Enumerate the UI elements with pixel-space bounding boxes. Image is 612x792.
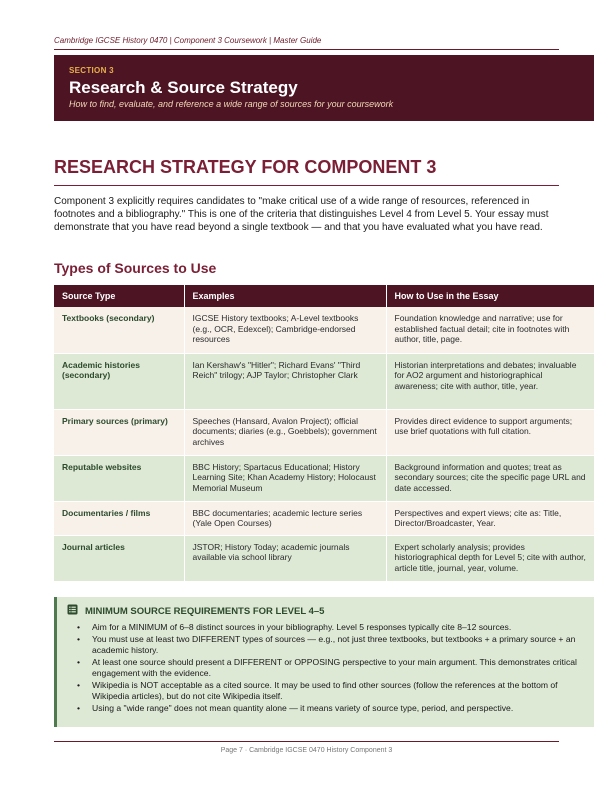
page-heading: RESEARCH STRATEGY FOR COMPONENT 3 (54, 157, 559, 186)
table-row (54, 409, 594, 455)
table-row (54, 353, 594, 409)
column-header: Source Type (54, 285, 184, 307)
usage-cell: Provides direct evidence to support arguments; use brief quotations with full citation. (386, 409, 594, 455)
table-row (54, 455, 594, 501)
table-row (54, 501, 594, 535)
table-row (54, 535, 594, 581)
running-header: Cambridge IGCSE History 0470 | Component 3 Coursework | Master Guide (54, 36, 559, 50)
source-type-cell: Reputable websites (54, 455, 184, 501)
examples-cell: BBC History; Spartacus Educational; History Learning Site; Khan Academy History; Holocaust Memorial Museum (184, 455, 386, 501)
callout-heading: MINIMUM SOURCE REQUIREMENTS FOR LEVEL 4–5 (85, 605, 325, 617)
examples-cell: IGCSE History textbooks; A-Level textbooks (e.g., OCR, Edexcel); Cambridge-endorsed resources (184, 307, 386, 353)
source-type-cell: Documentaries / films (54, 501, 184, 535)
usage-cell: Historian interpretations and debates; invaluable for AO2 argument and historiographical awareness; cite with author, title, year. (386, 353, 594, 409)
column-header: How to Use in the Essay (386, 285, 594, 307)
list-item: • Wikipedia is NOT acceptable as a cited source. It may be used to find other sources (follow the references at the bottom of Wikipedia articles), but do not cite Wikipedia itself. (67, 680, 582, 702)
section-label: SECTION 3 (69, 66, 114, 75)
table-row (54, 307, 594, 353)
section-subtitle: How to find, evaluate, and reference a wide range of sources for your coursework (69, 99, 394, 109)
source-type-cell: Primary sources (primary) (54, 409, 184, 455)
list-item: • Using a "wide range" does not mean quantity alone — it means variety of source type, period, and perspective. (67, 703, 582, 714)
examples-cell: JSTOR; History Today; academic journals available via school library (184, 535, 386, 581)
source-types-table (54, 285, 594, 582)
list-item: • Aim for a MINIMUM of 6–8 distinct sources in your bibliography. Level 5 responses typically cite 8–12 sources. (67, 622, 582, 633)
examples-cell: BBC documentaries; academic lecture series (Yale Open Courses) (184, 501, 386, 535)
usage-cell: Background information and quotes; treat as secondary sources; cite the specific page URL and date accessed. (386, 455, 594, 501)
source-type-cell: Academic histories (secondary) (54, 353, 184, 409)
examples-cell: Speeches (Hansard, Avalon Project); official documents; diaries (e.g., Goebbels); government archives (184, 409, 386, 455)
footer-divider (54, 741, 559, 742)
list-icon (67, 604, 85, 618)
usage-cell: Foundation knowledge and narrative; use for established factual detail; cite in footnotes with author, title, page. (386, 307, 594, 353)
sources-heading: Types of Sources to Use (54, 260, 217, 276)
usage-cell: Perspectives and expert views; cite as: Title, Director/Broadcaster, Year. (386, 501, 594, 535)
page-footer: Page 7 · Cambridge IGCSE 0470 History Component 3 (220, 747, 393, 754)
source-type-cell: Journal articles (54, 535, 184, 581)
column-header: Examples (184, 285, 386, 307)
intro-paragraph: Component 3 explicitly requires candidates to "make critical use of a wide range of resources, referenced in footnotes and a bibliography." This is one of the criteria that distinguishes Level 4 from Level 5. Your essay must demonstrate that you have read beyond a single textbook — and that you have evaluated what you have read. (54, 196, 549, 233)
section-banner (54, 55, 594, 121)
requirements-list (67, 622, 582, 714)
list-item: • You must use at least two DIFFERENT types of sources — e.g., not just three textbooks, but textbooks + a primary source + an academic history. (67, 634, 582, 656)
section-title: Research & Source Strategy (69, 78, 298, 97)
usage-cell: Expert scholarly analysis; provides historiographical depth for Level 5; cite with author, article title, journal, year, volume. (386, 535, 594, 581)
minimum-requirements-callout (54, 597, 594, 727)
source-type-cell: Textbooks (secondary) (54, 307, 184, 353)
list-item: • At least one source should present a DIFFERENT or OPPOSING perspective to your main argument. This demonstrates critical engagement with the evidence. (67, 657, 582, 679)
table-header-row (54, 285, 594, 307)
examples-cell: Ian Kershaw's "Hitler"; Richard Evans' "Third Reich" trilogy; AJP Taylor; Christopher Clark (184, 353, 386, 409)
